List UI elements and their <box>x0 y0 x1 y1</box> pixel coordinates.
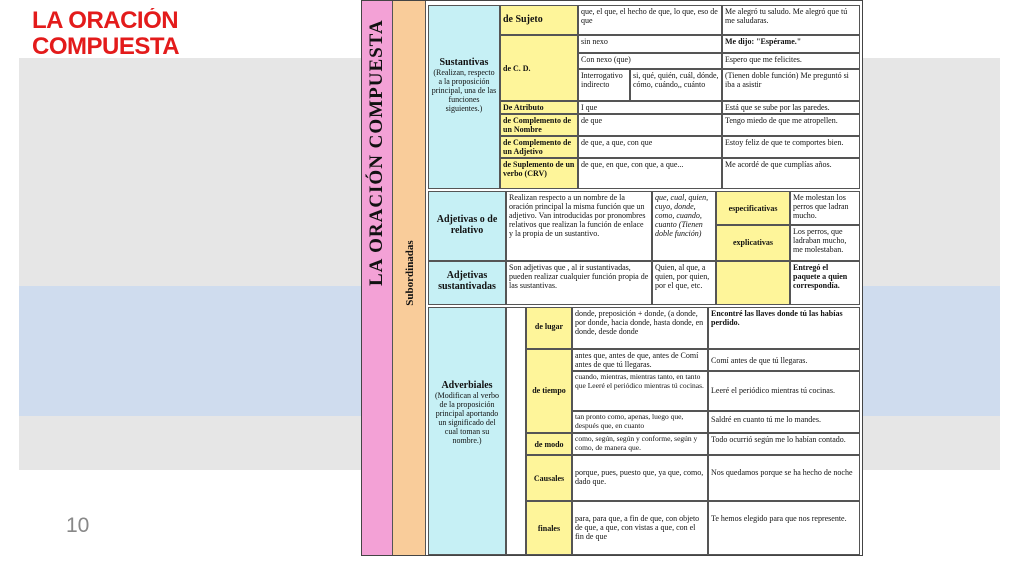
adv-tiempo-nexo1: antes que, antes de que, antes de Comí antes de que tú llegaras. <box>572 349 708 371</box>
compound-sentence-table <box>361 0 863 556</box>
adv-tiempo-nexo3: tan pronto como, apenas, luego que, después que, en cuanto <box>572 411 708 433</box>
adv-modo-ejemplo: Todo ocurrió según me lo habían contado. <box>708 433 860 455</box>
adv-tiempo-ejemplo1: Comí antes de que tú llegaras. <box>708 349 860 371</box>
adv-lugar-ejemplo: Encontré las llaves donde tú las habías perdido. <box>708 307 860 349</box>
slide-number: 10 <box>66 514 90 537</box>
adv-lugar-label: de lugar <box>526 307 572 349</box>
adjetivas-nexos: que, cual, quien, cuyo, donde, como, cuando, cuanto (Tienen doble función) <box>652 191 716 261</box>
ejemplo-sujeto: Me alegró tu saludo. Me alegró que tú me saludaras. <box>722 5 860 35</box>
sustantivas-cell <box>428 5 500 189</box>
adjetivas-espec-ejemplo: Me molestan los perros que ladran mucho. <box>790 191 860 225</box>
adj-sust-nexos: Quien, al que, a quien, por quien, por el que, etc. <box>652 261 716 305</box>
nexo-cd-interr: Interrogativo indirecto <box>578 69 630 101</box>
func-suplemento: de Suplemento de un verbo (CRV) <box>500 158 578 189</box>
adv-causales-nexo: porque, pues, puesto que, ya que, como, dado que. <box>572 455 708 501</box>
nexo-cd-sin: sin nexo <box>578 35 722 53</box>
adv-lugar-nexo: donde, preposición + donde, (a donde, por donde, hacia donde, hasta donde, en donde, desde donde <box>572 307 708 349</box>
nexo-atributo: I que <box>578 101 722 114</box>
ejemplo-suplemento: Me acordé de que cumplías años. <box>722 158 860 189</box>
adjetivas-espec: especificativas <box>716 191 790 225</box>
adj-sust-heading: Adjetivas sustantivadas <box>428 261 506 305</box>
ejemplo-cnombre: Tengo miedo de que me atropellen. <box>722 114 860 136</box>
func-atributo: De Atributo <box>500 101 578 114</box>
main-title-column <box>362 1 393 555</box>
adjetivas-expl-ejemplo: Los perros, que ladraban mucho, me molestaban. <box>790 225 860 261</box>
adv-modo-nexo: como, según, según y conforme, según y como, de manera que. <box>572 433 708 455</box>
nexo-suplemento: de que, en que, con que, a que... <box>578 158 722 189</box>
ejemplo-cd-interr: (Tienen doble función) Me preguntó si iba a asistir <box>722 69 860 101</box>
table-main-title: LA ORACIÓN COMPUESTA <box>366 19 387 286</box>
adverbiales-heading: Adverbiales <box>441 380 493 391</box>
nexo-cd-interr-words: si, qué, quién, cuál, dónde, cómo, cuándo,, cuánto <box>630 69 722 101</box>
slide-title: LA ORACIÓN COMPUESTA <box>32 8 180 58</box>
nexo-cd-con: Con nexo (que) <box>578 53 722 69</box>
adjetivas-cell <box>428 191 506 261</box>
adv-modo-label: de modo <box>526 433 572 455</box>
adv-tiempo-label: de tiempo <box>526 349 572 433</box>
adj-sust-ejemplo: Entregó el paquete a quien correspondía. <box>790 261 860 305</box>
adv-tiempo-ejemplo3: Saldré en cuanto tú me lo mandes. <box>708 411 860 433</box>
nexo-cnombre: de que <box>578 114 722 136</box>
adj-sust-blank <box>716 261 790 305</box>
adj-sust-desc: Son adjetivas que , al ir sustantivadas, pueden realizar cualquier función propia de las sustantivas. <box>506 261 652 305</box>
func-sujeto: de Sujeto <box>500 5 578 35</box>
adjetivas-expl: explicativas <box>716 225 790 261</box>
adv-finales-nexo: para, para que, a fin de que, con objeto de que, a que, con vistas a que, con el fin de que <box>572 501 708 555</box>
ejemplo-cd-con: Espero que me felicites. <box>722 53 860 69</box>
ejemplo-cd-sin: Me dijo: "Espérame." <box>722 35 860 53</box>
nexo-sujeto: que, el que, el hecho de que, lo que, eso de que <box>578 5 722 35</box>
adv-tiempo-ejemplo2: Leeré el periódico mientras tú cocinas. <box>708 371 860 411</box>
adv-finales-label: finales <box>526 501 572 555</box>
adverbiales-cell <box>428 307 506 555</box>
ejemplo-cadj: Estoy feliz de que te comportes bien. <box>722 136 860 158</box>
adv-finales-ejemplo: Te hemos elegido para que nos represente. <box>708 501 860 555</box>
func-cd: de C. D. <box>500 35 578 101</box>
adv-causales-label: Causales <box>526 455 572 501</box>
subordinadas-label: Subordinadas <box>404 240 416 306</box>
adv-tiempo-nexo2: cuando, mientras, mientras tanto, en tanto que Leeré el periódico mientras tú cocinas. <box>572 371 708 411</box>
adjetivas-desc: Realizan respecto a un nombre de la oración principal la misma función que un adjetivo. Van introducidas por pronombres relativos que realizan la función de enlace y la propia de un sustantivo. <box>506 191 652 261</box>
func-cadj: de Complemento de un Adjetivo <box>500 136 578 158</box>
adjetivas-heading: Adjetivas o de relativo <box>436 214 498 236</box>
adverbiales-spacer <box>506 307 526 555</box>
sustantivas-desc: (Realizan, respecto a la proposición principal, una de las funciones siguientes.) <box>431 68 497 113</box>
subordinadas-column <box>393 1 426 555</box>
adv-causales-ejemplo: Nos quedamos porque se ha hecho de noche <box>708 455 860 501</box>
sustantivas-heading: Sustantivas <box>439 57 489 68</box>
nexo-cadj: de que, a que, con que <box>578 136 722 158</box>
adverbiales-desc: (Modifican al verbo de la proposición principal aportando un significado del cual toman su nombre.) <box>435 391 499 445</box>
ejemplo-atributo: Está que se sube por las paredes. <box>722 101 860 114</box>
func-cnombre: de Complemento de un Nombre <box>500 114 578 136</box>
